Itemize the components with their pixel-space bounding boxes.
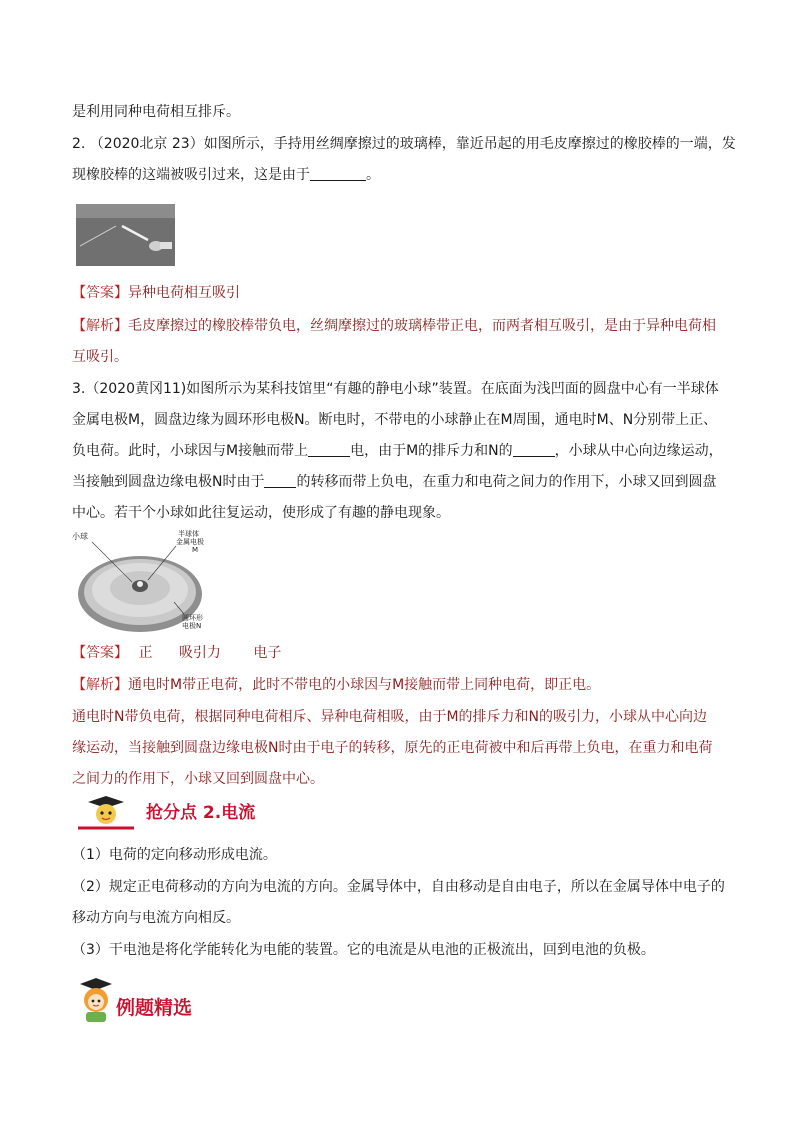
question-2-line-2 <box>72 165 380 185</box>
question-3-line-5: 中心。若干个小球如此往复运动，使形成了有趣的静电现象。 <box>72 505 450 521</box>
point-2-line-2: 移动方向与电流方向相反。 <box>72 910 240 926</box>
example-title: 例题精选 <box>116 997 193 1019</box>
figure-label-n: 圆环形 <box>182 614 203 622</box>
glass-rod-photo <box>76 204 175 266</box>
answer-tag: 【答案】 <box>72 645 128 661</box>
question-2-text: 现橡胶棒的这端被吸引过来，这是由于 <box>72 167 310 183</box>
answer-item: 吸引力 <box>178 645 221 661</box>
answer-blank <box>264 473 296 488</box>
explanation-text: 毛皮摩擦过的橡胶棒带负电，丝绸摩擦过的玻璃棒带正电，而两者相互吸引，是由于异种电荷相 <box>128 318 716 334</box>
question-3-text: ，小球从中心向边缘运动， <box>554 443 723 459</box>
explanation-tag: 【解析】 <box>72 318 128 334</box>
question-3-line-1: 3.（2020黄冈11)如图所示为某科技馆里“有趣的静电小球”装置。在底面为浅凹面的圆盘中心有一半球体 <box>72 381 719 397</box>
paragraph-line: 是利用同种电荷相互排斥。 <box>72 104 240 120</box>
answer-item: 正 <box>138 645 153 661</box>
point-2-line-1: （2）规定正电荷移动的方向为电流的方向。金属导体中，自由移动是自由电子，所以在金属导体中电子的 <box>72 879 725 895</box>
question-3-line-2: 金属电极M，圆盘边缘为圆环形电极N。断电时，不带电的小球静止在M周围，通电时M、N分别带上正、 <box>72 412 718 428</box>
explanation-text: 通电时M带正电荷，此时不带电的小球因与M接触而带上同种电荷，即正电。 <box>128 677 601 693</box>
question-3-line-4 <box>72 472 716 492</box>
explanation-tag: 【解析】 <box>72 677 128 693</box>
point-3: （3）干电池是将化学能转化为电能的装置。它的电流是从电池的正极流出，回到电池的负极。 <box>72 942 655 958</box>
section-title: 抢分点 2.电流 <box>146 803 256 823</box>
explanation-3-line-2: 通电时N带负电荷，根据同种电荷相斥、异种电荷相吸，由于M的排斥力和N的吸引力，小球从中心向边 <box>72 709 708 725</box>
point-1: （1）电荷的定向移动形成电流。 <box>72 847 277 863</box>
explanation-2-line-1 <box>72 316 716 336</box>
answer-2 <box>72 283 240 303</box>
answer-tag: 【答案】 <box>72 285 128 301</box>
question-3-text: 电，由于M的排斥力和N的 <box>350 443 513 459</box>
explanation-3-line-3: 缘运动，当接触到圆盘边缘电极N时由于电子的转移，原先的正电荷被中和后再带上负电，在重力和电荷 <box>72 740 713 756</box>
question-3-line-3 <box>72 441 723 461</box>
explanation-3-line-4: 之间力的作用下，小球又回到圆盘中心。 <box>72 771 324 787</box>
answer-text: 异种电荷相互吸引 <box>128 285 240 301</box>
section-heading <box>72 796 332 832</box>
student-mascot-icon <box>72 976 120 1024</box>
answer-blank <box>310 166 366 181</box>
figure-label-ball: 小球 <box>72 532 88 541</box>
electrostatic-ball-figure <box>72 530 222 638</box>
answer-blank <box>308 442 350 457</box>
question-3-text: 负电荷。此时，小球因与M接触而带上 <box>72 443 309 459</box>
figure-label-m: M <box>192 546 199 554</box>
example-heading <box>72 976 272 1024</box>
figure-label-m: 金属电极 <box>176 538 204 546</box>
question-2-line-1: 2. （2020北京 23）如图所示，手持用丝绸摩擦过的玻璃棒，靠近吊起的用毛皮摩擦过的橡胶棒的一端，发 <box>72 136 736 152</box>
answer-3 <box>72 643 281 663</box>
question-2-end: 。 <box>366 167 380 183</box>
figure-label-m: 半球体 <box>178 530 199 538</box>
question-3-text: 当接触到圆盘边缘电极N时由于 <box>72 474 265 490</box>
question-3-text: 的转移而带上负电，在重力和电荷之间力的作用下，小球又回到圆盘 <box>296 474 717 490</box>
graduate-mascot-icon <box>72 796 142 832</box>
explanation-3-line-1 <box>72 675 600 695</box>
answer-blank <box>513 442 555 457</box>
figure-label-n: 电极N <box>182 622 202 630</box>
explanation-2-line-2: 互吸引。 <box>72 349 128 365</box>
answer-item: 电子 <box>253 645 282 661</box>
